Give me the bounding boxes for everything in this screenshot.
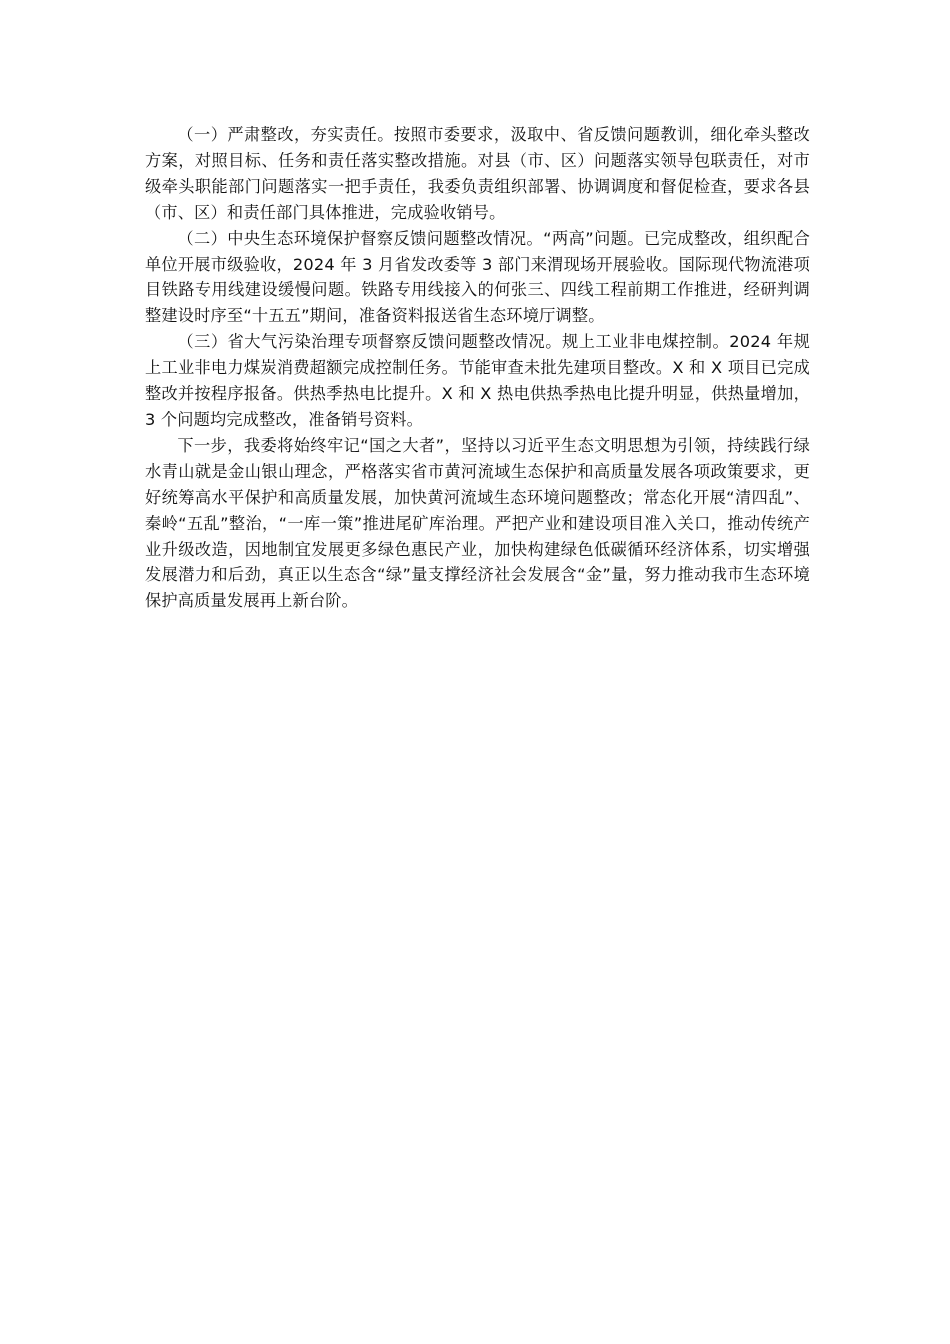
document-body bbox=[145, 122, 810, 614]
paragraph-central-inspection: （二）中央生态环境保护督察反馈问题整改情况。“两高”问题。已完成整改，组织配合单位开展市级验收，2024 年 3 月省发改委等 3 部门来渭现场开展验收。国际现代物流港项目铁路专用线建设缓慢问题。铁路专用线接入的何张三、四线工程前期工作推进，经研判调整建设时序至“十五五”期间，准备资料报送省生态环境厅调整。 bbox=[145, 228, 810, 326]
paragraph-air-pollution-inspection: （三）省大气污染治理专项督察反馈问题整改情况。规上工业非电煤控制。2024 年规上工业非电力煤炭消费超额完成控制任务。节能审查未批先建项目整改。X 和 X 项目已完成整改并按程序报备。供热季热电比提升。X 和 X 热电供热季热电比提升明显，供热量增加，3 个问题均完成整改，准备销号资料。 bbox=[145, 332, 810, 429]
paragraph-next-steps: 下一步，我委将始终牢记“国之大者”，坚持以习近平生态文明思想为引领，持续践行绿水青山就是金山银山理念，严格落实省市黄河流域生态保护和高质量发展各项政策要求，更好统筹高水平保护和高质量发展，加快黄河流域生态环境问题整改；常态化开展“清四乱”、秦岭“五乱”整治，“一库一策”推进尾矿库治理。严把产业和建设项目准入关口，推动传统产业升级改造，因地制宜发展更多绿色惠民产业，加快构建绿色低碳循环经济体系，切实增强发展潜力和后劲，真正以生态含“绿”量支撑经济社会发展含“金”量，努力推动我市生态环境保护高质量发展再上新台阶。 bbox=[145, 435, 810, 611]
paragraph-responsibility: （一）严肃整改，夯实责任。按照市委要求，汲取中、省反馈问题教训，细化牵头整改方案，对照目标、任务和责任落实整改措施。对县（市、区）问题落实领导包联责任，对市级牵头职能部门问题落实一把手责任，我委负责组织部署、协调调度和督促检查，要求各县（市、区）和责任部门具体推进，完成验收销号。 bbox=[145, 125, 810, 222]
